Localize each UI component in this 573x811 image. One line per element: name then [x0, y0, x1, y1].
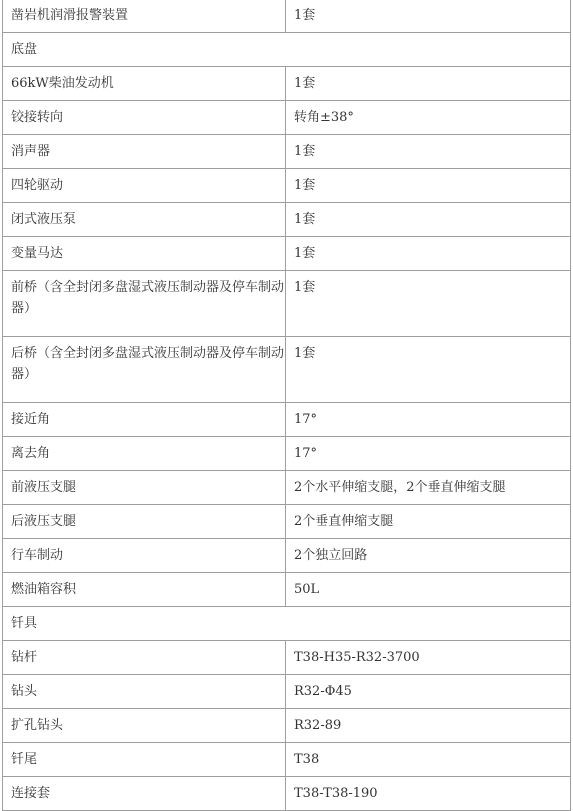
item-value-cell: 17°: [286, 403, 571, 437]
item-name-cell: 消声器: [3, 135, 286, 169]
table-row: [3, 337, 571, 403]
item-name-cell: 凿岩机润滑报警装置: [3, 0, 286, 33]
item-name-cell: 连接套: [3, 777, 286, 811]
item-value-cell: 1套: [286, 0, 571, 33]
table-row: [3, 271, 571, 337]
item-value-cell: 2个水平伸缩支腿，2个垂直伸缩支腿: [286, 471, 571, 505]
item-name-cell: 后桥（含全封闭多盘湿式液压制动器及停车制动器）: [3, 337, 286, 403]
table-row: [3, 505, 571, 539]
table-row: [3, 169, 571, 203]
table-row: [3, 743, 571, 777]
table-row: [3, 777, 571, 811]
table-row: [3, 237, 571, 271]
item-name-cell: 离去角: [3, 437, 286, 471]
table-row: [3, 203, 571, 237]
table-row: [3, 641, 571, 675]
item-name-cell: 铰接转向: [3, 101, 286, 135]
table-row: [3, 573, 571, 607]
item-value-cell: 17°: [286, 437, 571, 471]
item-name-cell: 后液压支腿: [3, 505, 286, 539]
table-row: [3, 471, 571, 505]
item-value-cell: 1套: [286, 169, 571, 203]
item-name-cell: 燃油箱容积: [3, 573, 286, 607]
table-row: [3, 403, 571, 437]
table-row: [3, 437, 571, 471]
table-row: [3, 709, 571, 743]
item-name-cell: 钎尾: [3, 743, 286, 777]
item-value-cell: 转角±38°: [286, 101, 571, 135]
item-value-cell: 1套: [286, 67, 571, 101]
section-row: [3, 33, 571, 67]
item-value-cell: 1套: [286, 135, 571, 169]
item-value-cell: 2个垂直伸缩支腿: [286, 505, 571, 539]
item-name-cell: 行车制动: [3, 539, 286, 573]
table-row: [3, 0, 571, 33]
item-value-cell: R32-89: [286, 709, 571, 743]
item-name-cell: 变量马达: [3, 237, 286, 271]
section-heading: 钎具: [3, 607, 571, 641]
item-value-cell: T38: [286, 743, 571, 777]
spec-table-body: [3, 0, 571, 811]
spec-table: [2, 0, 571, 811]
item-name-cell: 扩孔钻头: [3, 709, 286, 743]
item-name-cell: 钻杆: [3, 641, 286, 675]
table-row: [3, 67, 571, 101]
item-value-cell: 50L: [286, 573, 571, 607]
item-name-cell: 闭式液压泵: [3, 203, 286, 237]
table-row: [3, 101, 571, 135]
item-name-cell: 四轮驱动: [3, 169, 286, 203]
item-name-cell: 接近角: [3, 403, 286, 437]
item-value-cell: 1套: [286, 203, 571, 237]
table-row: [3, 135, 571, 169]
item-value-cell: T38-T38-190: [286, 777, 571, 811]
table-row: [3, 539, 571, 573]
item-name-cell: 66kW柴油发动机: [3, 67, 286, 101]
item-value-cell: T38-H35-R32-3700: [286, 641, 571, 675]
item-value-cell: 1套: [286, 271, 571, 337]
item-value-cell: 2个独立回路: [286, 539, 571, 573]
table-row: [3, 675, 571, 709]
section-heading: 底盘: [3, 33, 571, 67]
item-name-cell: 钻头: [3, 675, 286, 709]
item-value-cell: R32-Φ45: [286, 675, 571, 709]
section-row: [3, 607, 571, 641]
item-name-cell: 前液压支腿: [3, 471, 286, 505]
item-name-cell: 前桥（含全封闭多盘湿式液压制动器及停车制动器）: [3, 271, 286, 337]
item-value-cell: 1套: [286, 337, 571, 403]
item-value-cell: 1套: [286, 237, 571, 271]
